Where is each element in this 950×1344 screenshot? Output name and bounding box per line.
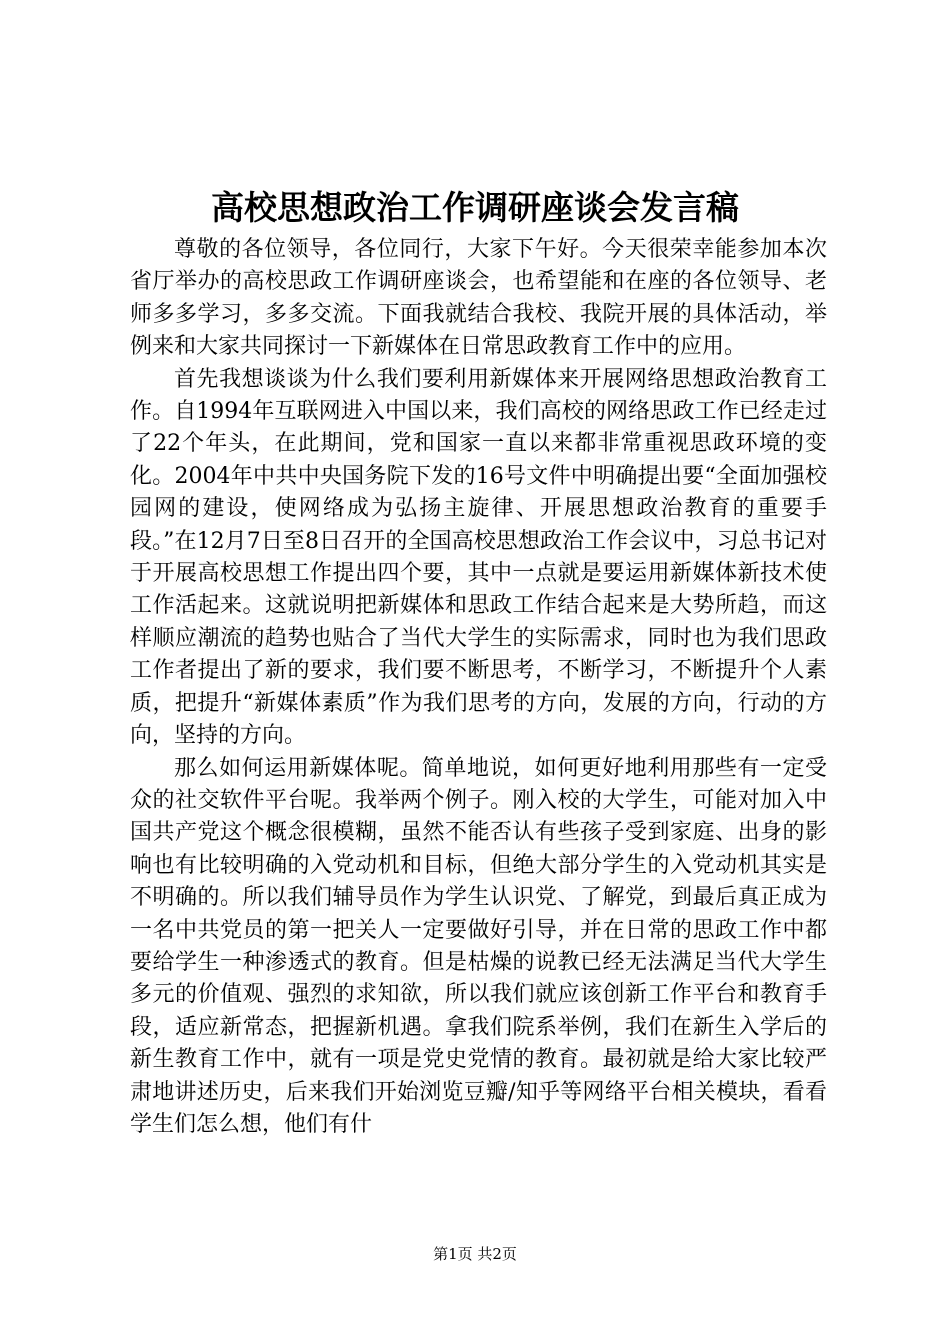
paragraph-greeting: 尊敬的各位领导，各位同行，大家下午好。今天很荣幸能参加本次省厅举办的高校思政工作调研座谈会，也希望能和在座的各位领导、老师多多学习，多多交流。下面我就结合我校、我院开展的具体活动，举例来和大家共同探讨一下新媒体在日常思政教育工作中的应用。 [130,237,827,360]
document-title: 高校思想政治工作调研座谈会发言稿 [211,188,739,227]
paragraph-how-to-use: 那么如何运用新媒体呢。简单地说，如何更好地利用那些有一定受众的社交软件平台呢。我举两个例子。刚入校的大学生，可能对加入中国共产党这个概念很模糊，虽然不能否认有些孩子受到家庭、出身的影响也有比较明确的入党动机和目标，但绝大部分学生的入党动机其实是不明确的。所以我们辅导员作为学生认识党、了解党，到最后真正成为一名中共党员的第一把关人一定要做好引导，并在日常的思政工作中都要给学生一种渗透式的教育。但是枯燥的说教已经无法满足当代大学生多元的价值观、强烈的求知欲，所以我们就应该创新工作平台和教育手段，适应新常态，把握新机遇。拿我们院系举例，我们在新生入学后的新生教育工作中，就有一项是党史党情的教育。最初就是给大家比较严肃地讲述历史，后来我们开始浏览豆瓣/知乎等网络平台相关模块，看看学生们怎么想，他们有什 [130,755,827,1137]
paragraph-why-new-media: 首先我想谈谈为什么我们要利用新媒体来开展网络思想政治教育工作。自1994年互联网进入中国以来，我们高校的网络思政工作已经走过了22个年头，在此期间，党和国家一直以来都非常重视思政环境的变化。2004年中共中央国务院下发的16号文件中明确提出要“全面加强校园网的建设，使网络成为弘扬主旋律、开展思想政治教育的重要手段。”在12月7日至8日召开的全国高校思想政治工作会议中，习总书记对于开展高校思想工作提出四个要，其中一点就是要运用新媒体新技术使工作活起来。这就说明把新媒体和思政工作结合起来是大势所趋，而这样顺应潮流的趋势也贴合了当代大学生的实际需求，同时也为我们思政工作者提出了新的要求，我们要不断思考，不断学习，不断提升个人素质，把提升“新媒体素质”作为我们思考的方向，发展的方向，行动的方向，坚持的方向。 [130,366,827,749]
document-body [130,234,827,1141]
page-number-footer: 第1页 共2页 [433,1245,517,1263]
